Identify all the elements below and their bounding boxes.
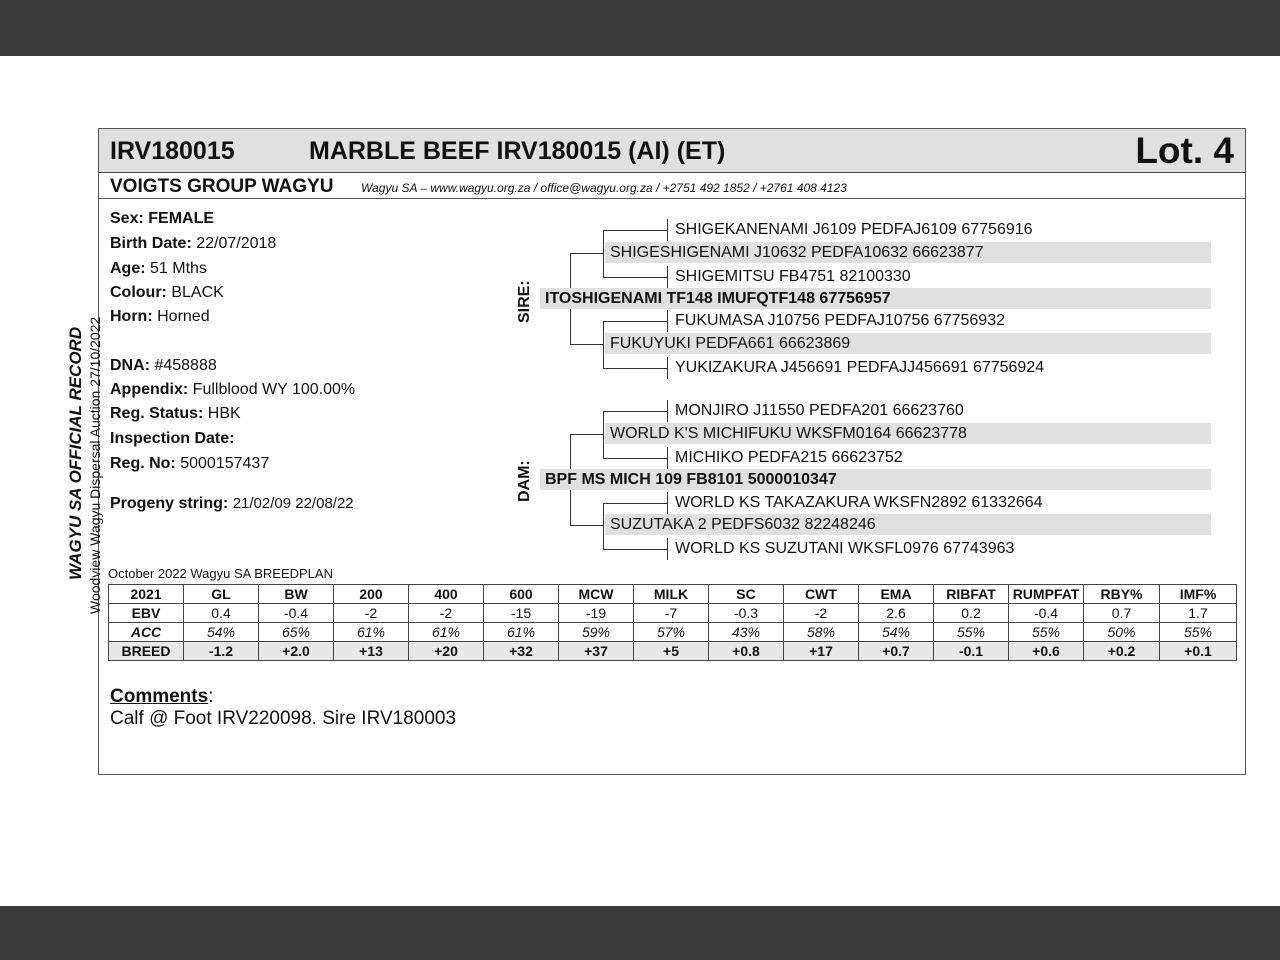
age-label: Age: xyxy=(110,260,146,277)
acc-cell: 61% xyxy=(409,623,484,642)
ebv-header-cell: 200 xyxy=(334,585,409,604)
ebv-header-cell: BW xyxy=(259,585,334,604)
birth-date-row xyxy=(110,235,276,253)
tick xyxy=(667,492,668,514)
ebv-header-row xyxy=(109,585,1237,604)
age-row xyxy=(110,260,207,278)
sire-label: SIRE: xyxy=(516,280,533,323)
horn-value: Horned xyxy=(157,308,210,325)
ebv-cell: -2 xyxy=(334,604,409,623)
acc-cell: 54% xyxy=(859,623,934,642)
comments-heading: Comments xyxy=(110,686,209,707)
bottom-bar xyxy=(0,906,1280,960)
colour-label: Colour: xyxy=(110,284,167,301)
lot-card xyxy=(98,128,1246,775)
acc-cell: 55% xyxy=(1160,623,1237,642)
ebv-header-cell: 400 xyxy=(409,585,484,604)
tick xyxy=(667,266,668,288)
dam-dam-sire: WORLD KS TAKAZAKURA WKSFN2892 61332664 xyxy=(675,494,1043,511)
acc-cell: 50% xyxy=(1084,623,1160,642)
sire-connector xyxy=(570,253,604,254)
dam-connector xyxy=(570,434,604,435)
top-bar xyxy=(0,0,1280,56)
reg-status-label: Reg. Status: xyxy=(110,405,204,422)
breed-cell: +17 xyxy=(784,642,859,661)
official-record-label: WAGYU SA OFFICIAL RECORD xyxy=(66,326,85,580)
sire-connector xyxy=(570,344,604,345)
reg-no-label: Reg. No: xyxy=(110,455,176,472)
breed-cell: +0.7 xyxy=(859,642,934,661)
ebv-cell: -0.4 xyxy=(1009,604,1084,623)
ebv-cell: -0.3 xyxy=(709,604,784,623)
acc-row-label: ACC xyxy=(109,623,184,642)
tick xyxy=(667,357,668,379)
breed-cell: -1.2 xyxy=(184,642,259,661)
birth-date-label: Birth Date: xyxy=(110,235,192,252)
breeder-bar xyxy=(99,173,1245,199)
sire-sire-connector xyxy=(603,277,668,278)
breed-cell: +0.8 xyxy=(709,642,784,661)
ebv-header-cell: MILK xyxy=(634,585,709,604)
ebv-cell: 0.2 xyxy=(934,604,1009,623)
dam-dam-connector xyxy=(603,549,668,550)
ebv-cell: -0.4 xyxy=(259,604,334,623)
ebv-cell: -7 xyxy=(634,604,709,623)
acc-cell: 61% xyxy=(484,623,559,642)
dam-dam-connector xyxy=(603,503,604,549)
dam: BPF MS MICH 109 FB8101 5000010347 xyxy=(540,469,1211,490)
breed-cell: +0.2 xyxy=(1084,642,1160,661)
acc-cell: 58% xyxy=(784,623,859,642)
sire-dam-dam: YUKIZAKURA J456691 PEDFAJJ456691 67756924 xyxy=(675,359,1045,376)
acc-cell: 43% xyxy=(709,623,784,642)
ebv-header-cell: GL xyxy=(184,585,259,604)
animal-name: MARBLE BEEF IRV180015 (AI) (ET) xyxy=(309,137,726,165)
sire-sire: SHIGESHIGENAMI J10632 PEDFA10632 66623877 xyxy=(605,242,1211,263)
ebv-row xyxy=(109,604,1237,623)
ebv-header-cell: CWT xyxy=(784,585,859,604)
dam-dam: SUZUTAKA 2 PEDFS6032 82248246 xyxy=(605,514,1211,535)
breed-row-label: BREED xyxy=(109,642,184,661)
sire-dam-connector xyxy=(603,321,668,322)
dam-dam-dam: WORLD KS SUZUTANI WKSFL0976 67743963 xyxy=(675,540,1015,557)
breed-cell: +37 xyxy=(559,642,634,661)
tick xyxy=(667,219,668,241)
sire-sire-connector xyxy=(603,230,668,231)
dam-dam-connector xyxy=(603,503,668,504)
ebv-row-label: EBV xyxy=(109,604,184,623)
dam-sire-sire: MONJIRO J11550 PEDFA201 66623760 xyxy=(675,402,964,419)
ebv-table xyxy=(108,584,1237,661)
age-value: 51 Mths xyxy=(150,260,207,277)
dam-connector xyxy=(570,525,604,526)
tick xyxy=(667,447,668,469)
ebv-header-cell: SC xyxy=(709,585,784,604)
colour-row xyxy=(110,284,224,302)
acc-cell: 57% xyxy=(634,623,709,642)
inspection-date-label: Inspection Date: xyxy=(110,430,235,447)
reg-no-row xyxy=(110,455,269,473)
breed-cell: +5 xyxy=(634,642,709,661)
reg-status-row xyxy=(110,405,241,423)
acc-cell: 55% xyxy=(1009,623,1084,642)
sex-label: Sex: xyxy=(110,210,144,227)
dam-sire-connector xyxy=(603,458,668,459)
ebv-cell: -15 xyxy=(484,604,559,623)
tick xyxy=(667,310,668,332)
inspection-date-row xyxy=(110,430,234,448)
ebv-cell: 2.6 xyxy=(859,604,934,623)
dna-value: #458888 xyxy=(154,357,217,374)
reg-no-value: 5000157437 xyxy=(180,455,270,472)
ebv-cell: 0.7 xyxy=(1084,604,1160,623)
appendix-label: Appendix: xyxy=(110,381,189,398)
sex-row xyxy=(110,210,214,228)
comments-text: Calf @ Foot IRV220098. Sire IRV180003 xyxy=(110,708,457,729)
sire-dam-connector xyxy=(603,368,668,369)
horn-label: Horn: xyxy=(110,308,153,325)
horn-row xyxy=(110,308,210,326)
reg-status-value: HBK xyxy=(207,405,241,422)
breeder-name: VOIGTS GROUP WAGYU xyxy=(110,176,334,197)
tick xyxy=(667,400,668,422)
acc-cell: 55% xyxy=(934,623,1009,642)
dam-sire-dam: MICHIKO PEDFA215 66623752 xyxy=(675,449,903,466)
birth-date-value: 22/07/2018 xyxy=(196,235,277,252)
ebv-header-cell: 600 xyxy=(484,585,559,604)
breedplan-caption: October 2022 Wagyu SA BREEDPLAN xyxy=(108,566,333,581)
title-bar xyxy=(99,129,1245,173)
appendix-value: Fullblood WY 100.00% xyxy=(192,381,356,398)
colour-value: BLACK xyxy=(171,284,224,301)
breed-cell: +32 xyxy=(484,642,559,661)
sex-value: FEMALE xyxy=(148,210,215,227)
appendix-row xyxy=(110,381,355,399)
ebv-header-cell: RUMPFAT xyxy=(1009,585,1084,604)
ebv-header-cell: EMA xyxy=(859,585,934,604)
dna-label: DNA: xyxy=(110,357,150,374)
ebv-cell: 0.4 xyxy=(184,604,259,623)
progeny-label: Progeny string: xyxy=(110,495,229,512)
acc-cell: 54% xyxy=(184,623,259,642)
contact-line: Wagyu SA – www.wagyu.org.za / office@wagyu.org.za / +2751 492 1852 / +2761 408 4123 xyxy=(361,181,847,195)
progeny-value: 21/02/09 22/08/22 xyxy=(232,495,354,512)
lot-id: IRV180015 xyxy=(110,137,235,165)
breed-cell: -0.1 xyxy=(934,642,1009,661)
sire-dam-connector xyxy=(603,321,604,368)
dna-row xyxy=(110,357,217,375)
breed-cell: +0.1 xyxy=(1160,642,1237,661)
ebv-header-cell: 2021 xyxy=(109,585,184,604)
breed-cell: +2.0 xyxy=(259,642,334,661)
dam-label: DAM: xyxy=(516,460,533,502)
sire-dam: FUKUYUKI PEDFA661 66623869 xyxy=(605,333,1211,354)
ebv-cell: -2 xyxy=(409,604,484,623)
lot-number: Lot. 4 xyxy=(1135,130,1234,171)
sire-sire-dam: SHIGEMITSU FB4751 82100330 xyxy=(675,268,911,285)
dam-sire-connector xyxy=(603,411,604,458)
comments-heading-row: Comments: xyxy=(110,686,214,707)
acc-row xyxy=(109,623,1237,642)
breed-cell: +13 xyxy=(334,642,409,661)
sire-sire-sire: SHIGEKANENAMI J6109 PEDFAJ6109 67756916 xyxy=(675,221,1033,238)
sire-dam-sire: FUKUMASA J10756 PEDFAJ10756 67756932 xyxy=(675,312,1005,329)
ebv-header-cell: IMF% xyxy=(1160,585,1237,604)
breed-row xyxy=(109,642,1237,661)
progeny-row xyxy=(110,495,354,513)
dam-sire: WORLD K'S MICHIFUKU WKSFM0164 66623778 xyxy=(605,423,1211,444)
breed-cell: +0.6 xyxy=(1009,642,1084,661)
breed-cell: +20 xyxy=(409,642,484,661)
sire: ITOSHIGENAMI TF148 IMUFQTF148 67756957 xyxy=(540,288,1211,309)
acc-cell: 59% xyxy=(559,623,634,642)
ebv-cell: -2 xyxy=(784,604,859,623)
ebv-header-cell: MCW xyxy=(559,585,634,604)
ebv-header-cell: RBY% xyxy=(1084,585,1160,604)
acc-cell: 65% xyxy=(259,623,334,642)
sire-sire-connector xyxy=(603,230,604,277)
acc-cell: 61% xyxy=(334,623,409,642)
tick xyxy=(667,538,668,560)
ebv-cell: -19 xyxy=(559,604,634,623)
dam-sire-connector xyxy=(603,411,668,412)
auction-label: Woodview Wagyu Dispersal Auction 27/10/2022 xyxy=(87,316,103,614)
ebv-header-cell: RIBFAT xyxy=(934,585,1009,604)
ebv-cell: 1.7 xyxy=(1160,604,1237,623)
